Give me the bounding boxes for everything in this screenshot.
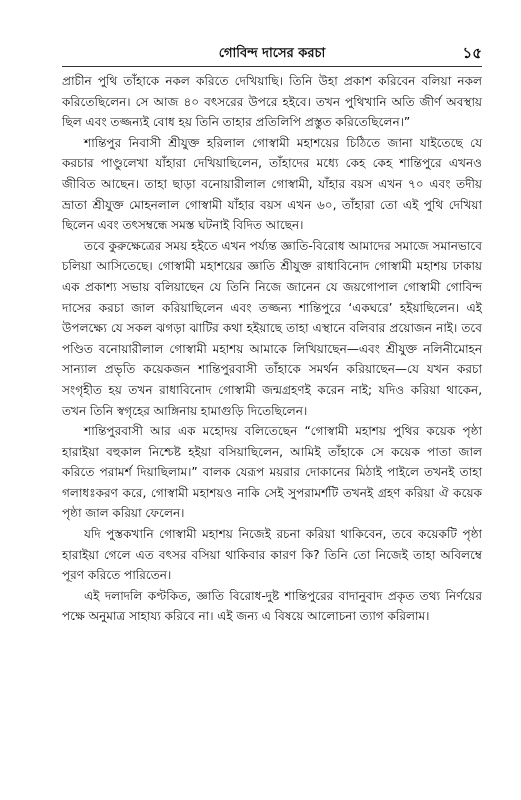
running-title: গোবিন্দ দাসের করচা <box>218 46 326 61</box>
page-number: ১৫ <box>462 44 482 62</box>
running-header <box>62 42 482 67</box>
paragraph-5: যদি পুস্তকখানি গোস্বামী মহাশয় নিজেই রচনা করিয়া থাকিবেন, তবে কয়েকটি পৃষ্ঠা হারাইয়া গেলে এত বৎসর বসিয়া থাকিবার কারণ কি? তিনি তো নিজেই তাহা অবিলম্বে পূরণ করিতে পারিতেন। <box>62 527 482 583</box>
paragraph-4: শান্তিপুরবাসী আর এক মহোদয় বলিতেছেন “গোস্বামী মহাশয় পুথির কয়েক পৃষ্ঠা হারাইয়া বহুকাল নিশ্চেষ্ট হইয়া বসিয়াছিলেন, আমিই তাঁহাকে সে কয়েক পাতা জাল করিতে পরামর্শ দিয়াছিলাম।” বালক যেরূপ ময়রার দোকানের মিঠাই পাইলে তখনই তাহা গলাধঃকরণ করে, গোস্বামী মহাশয়ও নাকি সেই সুপরামর্শটি তখনই গ্রহণ করিয়া ঐ কয়েক পৃষ্ঠা জাল করিয়া ফেলেন। <box>62 424 482 521</box>
paragraph-6: এই দলাদলি কণ্টকিত, জ্ঞাতি বিরোধ-দুষ্ট শান্তিপুরের বাদানুবাদ প্রকৃত তথ্য নির্ণয়ের পক্ষে অনুমাত্র সাহায্য করিবে না। এই জন্য এ বিষয়ে আলোচনা ত্যাগ করিলাম। <box>62 588 482 624</box>
paragraph-2: শান্তিপুর নিবাসী শ্রীযুক্ত হরিলাল গোস্বামী মহাশয়ের চিঠিতে জানা যাইতেছে যে করচার পাণ্ডুলেখা যাঁহারা দেখিয়াছিলেন, তাঁহাদের মধ্যে কেহ কেহ শান্তিপুরে এখনও জীবিত আছেন। তাহা ছাড়া বনোয়ারীলাল গোস্বামী, যাঁহার বয়স এখন ৭০ এবং তদীয় ভ্রাতা শ্রীযুক্ত মোহনলাল গোস্বামী যাঁহার বয়স এখন ৬০, তাঁহারা তো এই পুথি দেখিয়া ছিলেন এবং তৎসম্বন্ধে সমস্ত ঘটনাই বিদিত আছেন। <box>62 135 482 233</box>
body-text <box>62 71 482 627</box>
paragraph-1: প্রাচীন পুথি তাঁহাকে নকল করিতে দেখিয়াছি। তিনি উহা প্রকাশ করিবেন বলিয়া নকল করিতেছিলেন। সে আজ ৪০ বৎসরের উপরে হইবে। তখন পুথিখানি অতি জীর্ণ অবস্থায় ছিল এবং তজ্জন্যই বোধ হয় তিনি তাহার প্রতিলিপি প্রস্তুত করিতেছিলেন।” <box>62 74 482 130</box>
paragraph-3: তবে কুরুক্ষেত্রের সময় হইতে এখন পর্য্যন্ত জ্ঞাতি-বিরোধ আমাদের সমাজে সমানভাবে চলিয়া আসিতেছে। গোস্বামী মহাশয়ের জ্ঞাতি শ্রীযুক্ত রাধাবিনোদ গোস্বামী মহাশয় ঢাকায় এক প্রকাশ্য সভায় বলিয়াছেন যে তিনি নিজে জানেন যে জয়গোপাল গোস্বামী গোবিন্দ দাসের করচা জাল করিয়াছিলেন এবং তজ্জন্য শান্তিপুরে ‘একঘরে’ হইয়াছিলেন। এই উপলক্ষ্যে যে সকল ঝগড়া ঝাটির কথা হইয়াছে তাহা এস্থানে বলিবার প্রয়োজন নাই। তবে পণ্ডিত বনোয়ারীলাল গোস্বামী মহাশয় আমাকে লিখিয়াছেন—এবং শ্রীযুক্ত নলিনীমোহন সান্যাল প্রভৃতি কয়েকজন শান্তিপুরবাসী তাঁহাকে সমর্থন করিয়াছেন—যে যখন করচা সংগৃহীত হয় তখন রাধাবিনোদ গোস্বামী জন্মগ্রহণই করেন নাই; যদিও করিয়া থাকেন, তখন তিনি স্বগৃহের আঙ্গিনায় হামাগুড়ি দিতেছিলেন। <box>62 238 482 418</box>
book-page <box>62 42 482 627</box>
